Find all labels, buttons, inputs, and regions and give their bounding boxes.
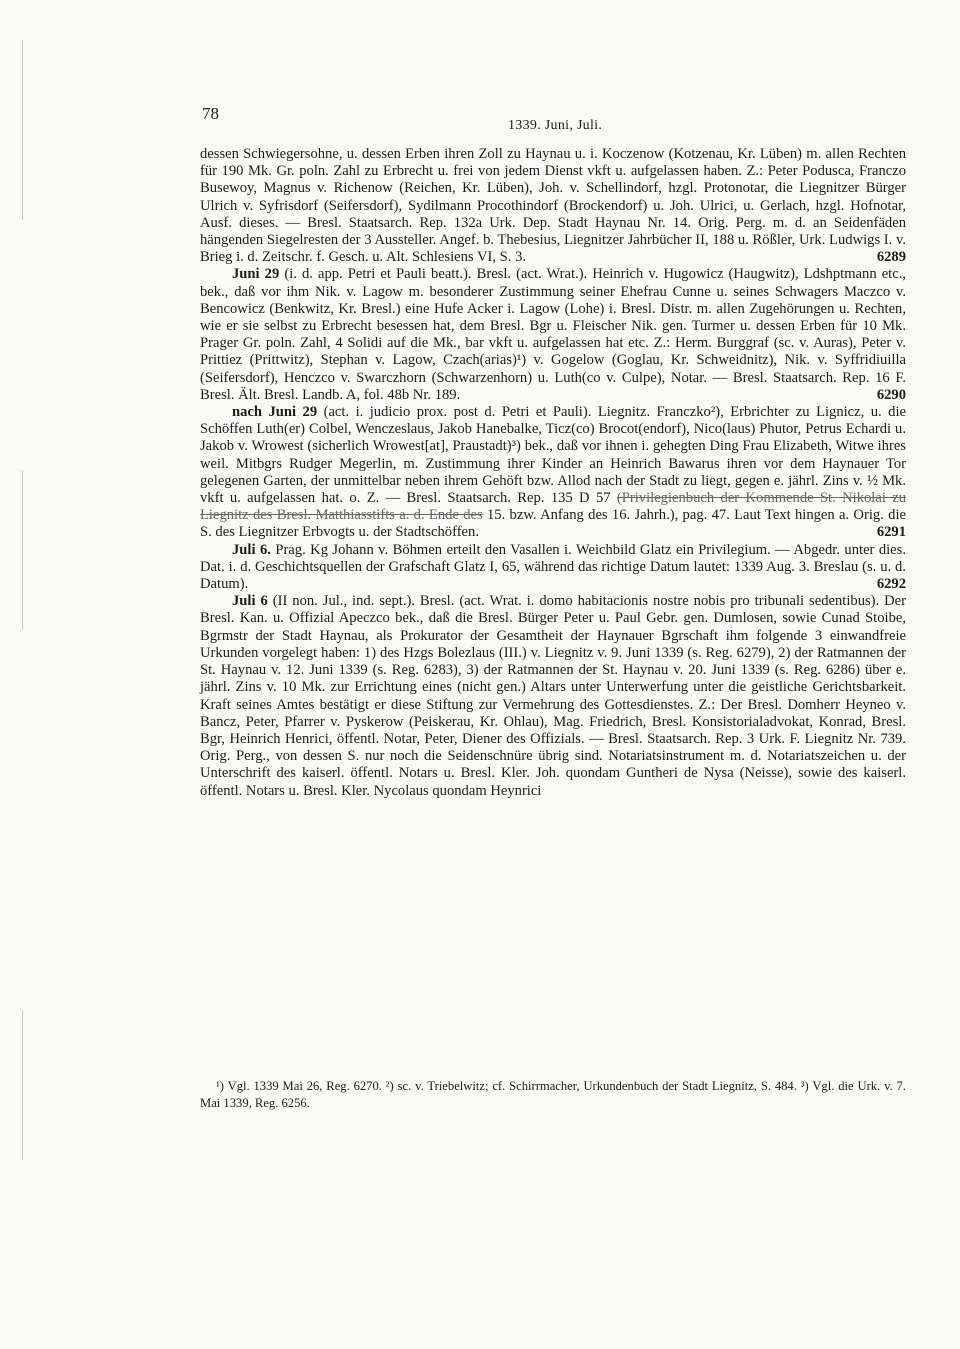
register-number: 6292 (876, 576, 906, 593)
footnotes (200, 1078, 906, 1112)
register-number: 6291 (876, 524, 906, 541)
page-body (200, 146, 906, 800)
entry-text: Prag. Kg Johann v. Böhmen erteilt den Vasallen i. Weichbild Glatz ein Privilegium. — Abgedr. unter dies. Dat. i. d. Geschichtsquellen der Grafschaft Glatz I, 65, während das richtige Datum lautet: 1339 Aug. 3. Breslau (s. u. d. Datum). (200, 541, 906, 593)
entry (200, 404, 906, 542)
entry-date: nach Juni 29 (232, 404, 318, 421)
entry-date: Juni 29 (232, 266, 280, 283)
register-number: 6290 (876, 386, 906, 403)
footnote-text: ¹) Vgl. 1339 Mai 26, Reg. 6270. ²) sc. v. Triebelwitz; cf. Schirrmacher, Urkundenbuch der Stadt Liegnitz, S. 484. ³) Vgl. die Urk. v. 7. Mai 1339, Reg. 6256. (200, 1079, 906, 1110)
entry (200, 542, 906, 594)
struck-text: (Privilegienbuch der Kommende St. Nikolai zu Liegnitz des Bresl. Matthiasstifts a. d. Ende des (200, 490, 907, 524)
entry-continuation (200, 146, 906, 266)
entry (200, 593, 906, 799)
entry-text: dessen Schwiegersohne, u. dessen Erben ihren Zoll zu Haynau u. i. Koczenow (Kotzenau, Kr. Lüben) m. allen Rechten für 190 Mk. Gr. poln. Zahl zu Erbrecht u. frei von jedem Dienst vkft u. aufgelassen haben. Z.: Peter Podusca, Franczo Busewoy, Magnus v. Richenow (Reichen, Kr. Lüben), Joh. v. Schellindorf, hzgl. Protonotar, die Liegnitzer Bürger Ulrich v. Syfrisdorf (Seifersdorf), Sydilmann Procothindorf (Brockendorf) u. Joh. Ulrici, u. Gerlach, hzgl. Hofnotar, Ausf. dieses. — Bresl. Staatsarch. Rep. 132a Urk. Dep. Stadt Haynau Nr. 14. Orig. Perg. m. d. an Seidenfäden hängenden Siegelresten der 3 Aussteller. Angef. b. Thebesius, Liegnitzer Jahrbücher II, 188 u. Rößler, Urk. Ludwigs I. v. Brieg i. d. Zeitschr. f. Gesch. u. Alt. Schlesiens VI, S. 3. (200, 146, 906, 266)
scan-margin-mark (22, 40, 23, 220)
entry (200, 266, 906, 404)
scan-margin-mark (22, 1010, 23, 1160)
entry-text: (act. i. judicio prox. post d. Petri et Pauli). Liegnitz. Franczko²), Erbrichter zu Lignicz, u. die Schöffen Luth(er) Colbel, Wenczeslaus, Jakob Hanebalke, Ticz(co) Brocot(endorf), Nico(laus) Phutor, Petrus Echardi u. Jakob v. Wrowest (sicherlich Wrowest[at], Praustadt)³) bek., daß vor ihnen i. gehegten Ding Frau Elizabeth, Witwe ihres weil. Mitbgrs Rudger Megerlin, m. Zustimmung ihrer Kinder an Heinrich Bawarus ihren vor dem Haynauer Tor gelegenen Garten, der unmittelbar neben ihrem Gehöft bzw. Allod nach der Stadt zu liegt, gegen e. jährl. Zins v. ½ Mk. vkft u. aufgelassen hat. o. Z. — Bresl. Staatsarch. Rep. 135 D 57 (200, 404, 906, 507)
page-number: 78 (202, 104, 219, 123)
entry-text-after: 15. bzw. Anfang des 16. Jahrh.), pag. 47. Laut Text hingen a. Orig. die S. des Liegnitzer Erbvogts u. der Stadtschöffen. (200, 507, 906, 541)
entry-text: (i. d. app. Petri et Pauli beatt.). Bresl. (act. Wrat.). Heinrich v. Hugowicz (Haugwitz), Ldshptmann etc., bek., daß vor ihm Nik. v. Lagow m. besonderer Zustimmung seiner Ehefrau Cunne u. seines Schwagers Maczco v. Bencowicz (Benkwitz, Kr. Bresl.) eine Hufe Acker i. Lagow (Lohe) i. Bresl. Distr. m. allen Zugehörungen u. Rechten, wie er sie selbst zu Erbrecht besessen hat, dem Bresl. Bgr u. Fleischer Nik. gen. Turmer u. dessen Erben für 10 Mk. Prager Gr. poln. Zahl, 4 Solidi auf die Mk., bar vkft u. aufgelassen hat etc. Z.: Herm. Burggraf (sc. v. Auras), Peter v. Prittiez (Prittwitz), Stephan v. Lagow, Czach(arias)¹) v. Gogelow (Goglau, Kr. Schweidnitz), Nik. v. Syffridiuilla (Seifersdorf), Henczco v. Swarczhorn (Schwarzenhorn) u. Luth(co v. Culpe), Notar. — Bresl. Staatsarch. Rep. 16 F. Bresl. Ält. Bresl. Landb. A, fol. 48b Nr. 189. (200, 266, 907, 403)
register-number: 6289 (876, 249, 906, 266)
running-head: 1339. Juni, Juli. (508, 118, 603, 133)
entry-date: Juli 6. (232, 541, 271, 558)
entry-text: (II non. Jul., ind. sept.). Bresl. (act. Wrat. i. domo habitacionis nostre nobis pro tribunali sedentibus). Der Bresl. Kan. u. Offizial Apeczco bek., daß die Bresl. Bürger Peter u. Paul Gebr. gen. Dumlosen, sowie Cunad Stoibe, Bgrmstr der Stadt Haynau, als Prokurator der Gesamtheit der Haynauer Bgrschaft ihm folgende 3 einwandfreie Urkunden vorgelegt haben: 1) des Hzgs Bolezlaus (III.) v. Liegnitz v. 9. Juni 1339 (s. Reg. 6279), 2) der Ratmannen der St. Haynau v. 12. Juni 1339 (s. Reg. 6283), 3) der Ratmannen der St. Haynau v. 20. Juni 1339 (s. Reg. 6286) über e. jährl. Zins v. 10 Mk. zur Errichtung eines (nicht gen.) Altars unter Unterwerfung unter die geistliche Gerichtsbarkeit. Kraft seines Amtes bestätigt er diese Stiftung zur Vermehrung des Gottesdienstes. Z.: Der Bresl. Domherr Heyneo v. Bancz, Peter, Pfarrer v. Pyskerow (Peiskerau, Kr. Ohlau), Mag. Friedrich, Bresl. Konsistorialadvokat, Konrad, Bresl. Bgr, Heinrich Henrici, öffentl. Notar, Peter, Diener des Offizials. — Bresl. Staatsarch. Rep. 3 Urk. F. Liegnitz Nr. 739. Orig. Perg., von dessen S. nur noch die Seidenschnüre übrig sind. Notariatsinstrument m. d. Notariatszeichen u. der Unterschrift des kaiserl. öffentl. Notars u. Bresl. Kler. Joh. quondam Guntheri de Nysa (Neisse), sowie des kaiserl. öffentl. Notars u. Bresl. Kler. Nycolaus quondam Heynrici (200, 593, 907, 799)
scan-margin-mark (22, 470, 23, 630)
entry-date: Juli 6 (232, 593, 268, 610)
